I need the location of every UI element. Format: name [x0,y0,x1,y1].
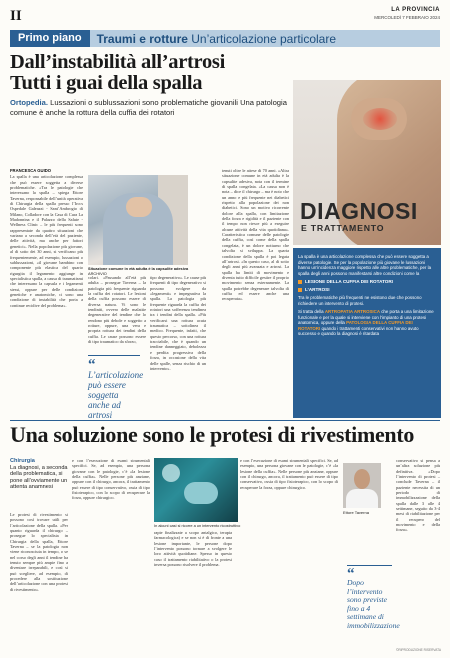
article2-kicker-block [10,458,68,491]
article2-column-1: Le protesi di rivestimento si possono così trovare utili per l’articolazione della spalla. «Per quanto riguarda il chirurgo – prosegue lo specialista in Chirurgia della spalla, Ettore Taverna – se la patologia non viene riconosciuta in tempo, o se nel corso degli anni il tendine ha tenuto sempre più ampie fino a diventare irreparabili, e così si può scegliere, ad esempio, di procedere alla sostituzione dell’articolazione con una protesi di rivestimento». [10,512,68,592]
section-bar [10,30,440,47]
photo-credit: ARCHIVIO [88,271,107,276]
article2-headline: Una soluzione sono le protesi di rivestimento [10,422,415,447]
pull-quote-2-text: Dopo l’intervento sono previste fino a 4 settimane di immobilizzazione [347,578,400,630]
infobox-bullet-1 [298,279,436,284]
page-number: II [10,8,22,24]
infobox-bullet-1-label: LESIONE DELLA CUFFIA DEI ROTATORI [305,279,393,284]
article2-kicker: Chirurgia [10,458,35,464]
infobox-paragraph-3 [298,309,436,337]
article2-column-2: e con l’esecuzione di esami strumentali specifici. Se, ad esempio, una persona giovane con le patologie, c’è «la lesione della cuffia». Nelle persone più anziane, oppure con il chirurgo, ancora, il trattamento può essere di tipo conservativo, ossia di tipo fisioterapico, con lo scopo di recuperare la forza, oppure chirurgico. [72,458,150,501]
doctor-portrait [343,463,381,508]
section-topic-rest: Un’articolazione particolare [191,31,337,46]
issue-date: MERCOLEDÌ 7 FEBBRAIO 2024 [374,15,440,20]
article1-subhead-text: Lussazioni o sublussazioni sono problematiche giovanili Una patologia comune è anche la rottura della cuffia dei rotatori [10,98,287,117]
infobox-paragraph-2: Tra le problematiche più frequenti ne esistono due che possono richiedere un intervento di protesi. [298,295,422,306]
section-topic [90,32,336,46]
portrait-caption: Ettore Taverna [343,510,369,515]
infobox-paragraph-1: La spalla è una articolazione complessa che può essere soggetta a diverse patologie. Se per la popolazione più giovane le lussazioni hanno un’incidenza maggiore rispetto alle altre problematiche, per la spalla degli anni possono manifestarsi altre condizioni come la [298,254,432,276]
section-tag: Primo piano [10,30,90,47]
infobox-highlight-1: ARTROPATIA ARTROSICA [324,309,380,314]
article1-column-2: colari. «Passando all’età più adulta – prosegue Taverna – la patologia più frequente riguarda la cuffia dei rotatori. Le lesioni della cuffia possono essere di diversa natura. Vi sono le tendiniti, ovvero delle malattie degenerative del tendine che lo rendono più debole e soggetto a rotture, oppure, una vera e propria rottura dei tendini della cuffia. Le cause possono essere di tipo traumatico da sforzo, [88,275,146,345]
section-divider [10,420,440,421]
quote-mark-icon: “ [88,357,96,373]
article1-kicker: Ortopedia. [10,98,48,107]
section-topic-bold: Traumi e rotture [96,31,188,46]
article2-column-4: conservativo si pensa a un’altra soluzione più definitiva. «Dopo l’intervento di protesi – conclude Taverna – il paziente necessita di un periodo di immobilizzazione della spalla dalle 3 alle 4 settimane, seguito da 3-4 mesi di riabilitazione per il recupero del movimento e della forza». [396,458,440,533]
article1-headline-line2: Tutti i guai della spalla [10,72,203,94]
infobox-bullet-2 [298,287,436,292]
shoulder-photo [88,175,188,265]
copyright-note: ©RIPRODUZIONE RISERVATA [396,648,441,652]
infobox-p3-pre: Si tratta della [298,309,324,314]
infobox-highlight-2: PATOLOGIA DELLA CUFFIA DEI ROTATORI [298,320,413,331]
bullet-square-icon [298,280,302,284]
newspaper-name: LA PROVINCIA [391,7,440,13]
article1-subhead [10,98,292,117]
surgery-photo [154,458,238,522]
diagnosis-subtitle: E TRATTAMENTO [301,223,385,233]
article2-column-3b: e con l’esecuzione di esami strumentali specifici. Se, ad esempio, una persona giovane con le patologie, c’è «la lesione della cuffia». Nelle persone più anziane, oppure con il chirurgo, ancora, il trattamento può essere di tipo conservativo, ossia di tipo fisioterapico, con lo scopo di recuperare la forza, oppure chirurgico. [240,458,338,490]
article1-headline [10,52,290,94]
pull-quote-text: L’articolazione può essere soggetta anche ad artrosi [88,370,144,420]
pull-quote [88,355,144,420]
pain-spot-icon [363,108,397,130]
article1-column-1 [10,168,83,308]
photo-caption-text: Situazione comune in età adulta è la capsulite adesiva [88,266,189,271]
article1-column-3: tipo degenerativo». Le cause più frequenti di tipo degenerativo si possono svolgere da «legamenti» e impegnativa la spalla. La patologia più frequente riguarda la cuffia dei rotatori una sofferenza tendinea tra i tendini della spalla. «Più verificarsi una rottura acuta traumatica – sottolinea il medico. Frequente, infatti, che questo percorso, con una rottura tracciabile, che è quando un tendine danneggiato, debolezza e perdita progressiva della forza, in occasione della vita delle spalle, senza rischio di un intervento». [150,275,206,371]
quote-mark-icon: “ [347,566,355,582]
surgery-photo-caption: In alcuni casi si ricorre a un intervento ricostruttivo [154,523,241,528]
article2-column-3: rapie finalizzate a scopo antalgico, terapia farmacologica) e se non si è di fronte a una lesione importante, le persone dopo l’intervento possono tornare a svolgere le loro attività quotidiane. Spesso in questo caso il trattamento riabilitativo o la protesi inversa possono risolvere il problema. [154,530,232,568]
infobox-bullet-2-label: L’ARTROSI [305,287,330,292]
article2-kicker-text: La diagnosi, a seconda della problematica, si pone all’ovviamente un attenta anamnesi [10,464,68,491]
bullet-square-icon [298,288,302,292]
diagnosis-title: DIAGNOSI [300,198,418,224]
pull-quote-2 [347,565,400,631]
masthead [10,6,440,28]
article1-headline-line1: Dall’instabilità all’artrosi [10,51,226,73]
byline: FRANCESCA GUIDO [10,168,52,173]
article1-column-1-text: La spalla è una articolazione complessa che può essere soggetta a diverse problematiche. «Tra le patologie che interessano la spalla – spiega Ettore Taverna, responsabile dell’unità operativa di Chirurgia della spalla presso l’Irccs Ospedale Galeazzi - Sant’Ambrogio di Milano, Colladore con la Casa di Cura La Madonnina e il Palazzo della Salute - Wellness Clinic – le più frequenti sono rappresentate da quattro situazioni che variano a seconda dell’età del paziente, delle attività, ma anche per fattori genetici». Nella popolazione più giovane, al di sotto dei 30 anni, si verificano più frequentemente, ad esempio, lussazioni o sublussazioni, «il giovane bambino con componente più elastica del quarto rigurgita il legamento aggiunge in specialistica spalla, a causa di traumatismi che interessano la capsula e i legamenti stessi, oppure per delle condizioni genetiche e anatomiche, ci sono una condizione di instabilità che porta a continue recidive del problema». [10,174,83,308]
infobox-p3-post: quando i trattamenti conservativi non hanno avuto successo e quando la diagnosi è ritardata [298,325,419,336]
diagnosis-photo [293,80,441,245]
infobox-p3-mid: che porta a una limitazione funzionale e per la quale si interviene con l’impianto di una protesi anatomica, oppure della [298,309,434,325]
info-box [293,248,441,418]
article1-column-4: tenuti oltre le attese di 70 anni. «Altra situazione comune in età adulta è la capsulite adesiva, nota con il termine di spalla congelata. «La causa non è nota – dice il chirurgo – ma è noto che un anno e più frequente nei diabetici rispetto alla popolazione dei non diabetici. Sono un motivo ricorrente dolore alla spalla, con limitazione della forza e rigidità e il paziente con il tempo non riesce più a eseguire alcune attività della vita quotidiana». Caratteristica comune delle patologie della cuffia, così come della spalla congelata, è un dolore notturno che talvolta si sviluppa. La quarta condizione della spalla è poi legata all’artrosi. «In questo caso, al di sotto degli anni più avanzata e artrosi. La spalla ha limiti di movimento e diventa tutto difficile gestire il proprio movimento senza esternamente. La spalla potrebbe degenerare talvolta di cuffia ed essere anche una recuperata». [222,168,289,302]
